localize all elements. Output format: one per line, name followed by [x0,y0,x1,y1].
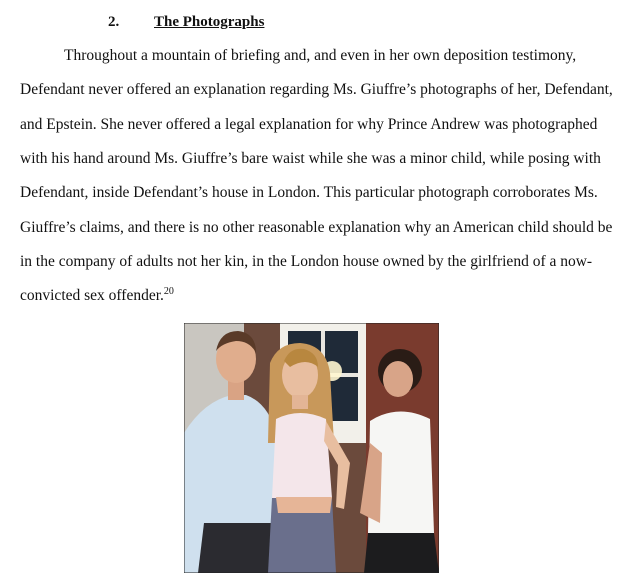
paragraph-line-text: convicted sex offender. [20,287,164,304]
paragraph-line: Defendant, inside Defendant’s house in London. This particular photograph corroborates Ms. [20,184,598,201]
paragraph-line: Defendant never offered an explanation regarding Ms. Giuffre’s photographs of her, Defendant, [20,81,613,98]
section-number: 2. [108,14,120,30]
footnote-reference: 20 [163,285,174,297]
paragraph-line: with his hand around Ms. Giuffre’s bare waist while she was a minor child, while posing with [20,150,601,167]
paragraph-line: in the company of adults not her kin, in the London house owned by the girlfriend of a now- [20,253,593,270]
evidence-photograph [184,323,439,573]
paragraph-line: and Epstein. She never offered a legal explanation for why Prince Andrew was photographed [20,116,598,133]
section-title: The Photographs [154,14,265,30]
photograph-illustration [184,323,439,573]
section-heading [0,14,637,34]
paragraph-line: Giuffre’s claims, and there is no other reasonable explanation why an American child should be [20,219,613,236]
paragraph-line-last [20,286,174,306]
paragraph-line: Throughout a mountain of briefing and, and even in her own deposition testimony, [64,47,577,64]
